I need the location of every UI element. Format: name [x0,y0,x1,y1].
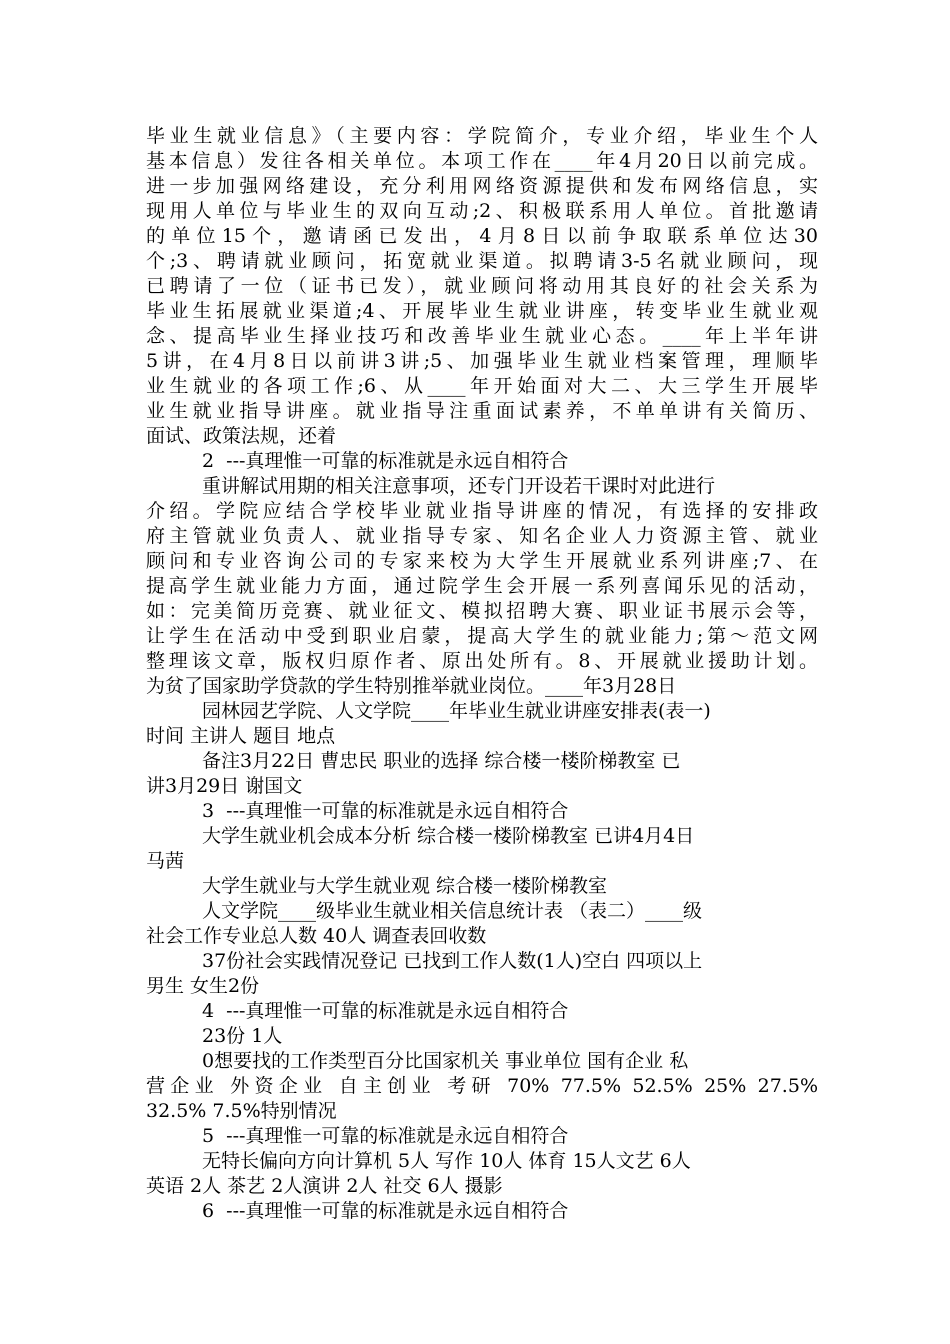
text-line: 0想要找的工作类型百分比国家机关 事业单位 国有企业 私 [202,1050,689,1072]
document-body [146,124,818,1224]
text-line: 马茜 [146,850,185,872]
text-line: 府主管就业负责人、就业指导专家、知名企业人力资源主管、就业 [146,525,818,547]
page-footer: 3 ---真理惟一可靠的标准就是永远自相符合 [202,800,569,822]
text-line: 讲3月29日 谢国文 [146,775,303,797]
text-line: 男生 女生2份 [146,975,260,997]
text-line: 业生就业指导讲座。就业指导注重面试素养，不单单讲有关简历、 [146,400,818,422]
text-line: 营企业 外资企业 自主创业 考研 70% 77.5% 52.5% 25% 27.5% [146,1075,818,1097]
text-line: 如：完美简历竞赛、就业征文、模拟招聘大赛、职业证书展示会等， [146,600,818,622]
text-line: 备注3月22日 曹忠民 职业的选择 综合楼一楼阶梯教室 已 [202,750,681,772]
text-line: 毕业生拓展就业渠道;4、开展毕业生就业讲座，转变毕业生就业观 [146,300,818,322]
page-footer: 6 ---真理惟一可靠的标准就是永远自相符合 [202,1200,569,1222]
table-header: 时间 主讲人 题目 地点 [146,725,336,747]
table-title: 人文学院____级毕业生就业相关信息统计表 （表二）____级 [202,900,703,922]
text-line: 23份 1人 [202,1025,283,1047]
text-line: 37份社会实践情况登记 已找到工作人数(1人)空白 四项以上 [202,950,703,972]
text-line: 为贫了国家助学贷款的学生特别推举就业岗位。____年3月28日 [146,675,677,697]
text-line: 重讲解试用期的相关注意事项，还专门开设若干课时对此进行 [202,475,716,497]
text-line: 32.5% 7.5%特别情况 [146,1100,337,1122]
text-line: 面试、政策法规，还着 [146,425,337,447]
text-line: 基本信息）发往各相关单位。本项工作在____年4月20日以前完成。 [146,150,818,172]
text-line: 提高学生就业能力方面，通过院学生会开展一系列喜闻乐见的活动， [146,575,818,597]
table-title: 园林园艺学院、人文学院____年毕业生就业讲座安排表(表一) [202,700,711,722]
text-line: 大学生就业与大学生就业观 综合楼一楼阶梯教室 [202,875,608,897]
text-line: 顾问和专业咨询公司的专家来校为大学生开展就业系列讲座;7、在 [146,550,818,572]
page-footer: 5 ---真理惟一可靠的标准就是永远自相符合 [202,1125,569,1147]
text-line: 社会工作专业总人数 40人 调查表回收数 [146,925,487,947]
text-line: 的单位15个，邀请函已发出，4月8日以前争取联系单位达30 [146,225,818,247]
page-footer: 2 ---真理惟一可靠的标准就是永远自相符合 [202,450,569,472]
text-line: 整理该文章，版权归原作者、原出处所有。8、开展就业援助计划。 [146,650,818,672]
text-line: 介绍。学院应结合学校毕业就业指导讲座的情况，有选择的安排政 [146,500,818,522]
text-line: 业生就业的各项工作;6、从____年开始面对大二、大三学生开展毕 [146,375,818,397]
text-line: 现用人单位与毕业生的双向互动;2、积极联系用人单位。首批邀请 [146,200,818,222]
text-line: 进一步加强网络建设，充分利用网络资源提供和发布网络信息，实 [146,175,818,197]
text-line: 个;3、聘请就业顾问，拓宽就业渠道。拟聘请3-5名就业顾问，现 [146,250,818,272]
text-line: 念、提高毕业生择业技巧和改善毕业生就业心态。____年上半年讲 [146,325,818,347]
text-line: 5讲，在4月8日以前讲3讲;5、加强毕业生就业档案管理，理顺毕 [146,350,818,372]
page-footer: 4 ---真理惟一可靠的标准就是永远自相符合 [202,1000,569,1022]
text-line: 毕业生就业信息》（主要内容：学院简介，专业介绍，毕业生个人 [146,125,818,147]
text-line: 让学生在活动中受到职业启蒙，提高大学生的就业能力;第～范文网 [146,625,818,647]
text-line: 英语 2人 茶艺 2人演讲 2人 社交 6人 摄影 [146,1175,503,1197]
text-line: 大学生就业机会成本分析 综合楼一楼阶梯教室 已讲4月4日 [202,825,695,847]
text-line: 已聘请了一位（证书已发），就业顾问将动用其良好的社会关系为 [146,275,818,297]
text-line: 无特长偏向方向计算机 5人 写作 10人 体育 15人文艺 6人 [202,1150,691,1172]
